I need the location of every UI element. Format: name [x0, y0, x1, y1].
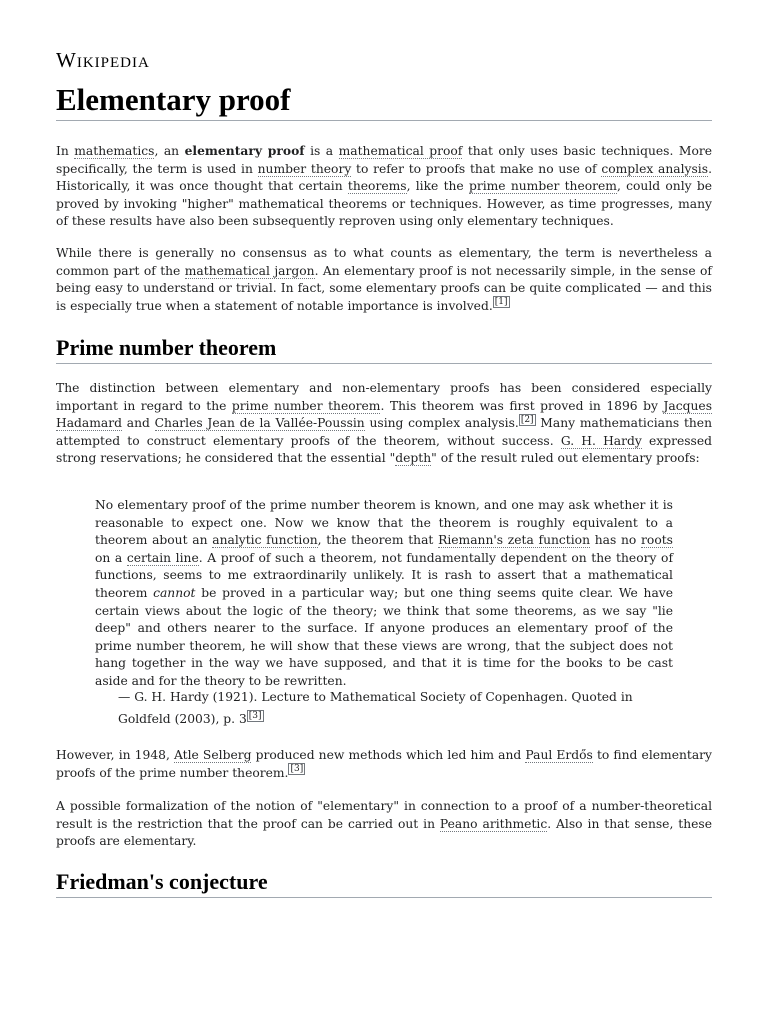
- link-gh-hardy[interactable]: G. H. Hardy: [560, 433, 642, 448]
- pnt-paragraph-3: A possible formalization of the notion of "elementary" in connection to a proof of a number-theoretical result is the restriction that the proof can be carried out in Peano arithmetic. Also in that sense, these proofs are elementary.: [56, 799, 713, 848]
- intro-paragraph-2: While there is generally no consensus as to what counts as elementary, the term is nevertheless a common part of the mathematical jargon. An elementary proof is not necessarily simple, in the sense of being easy to understand or trivial. In fact, some elementary proofs can be quite complicated — and this is especially true when a statement of notable importance is involved. [1]: [56, 246, 712, 313]
- link-certain-line[interactable]: certain line: [126, 550, 199, 565]
- intro-paragraph-1: In mathematics, an elementary proof is a mathematical proof that only uses basic techniques. More specifically, the term is used in number theory to refer to proofs that make no use of complex analysis. Historically, it was once thought that certain theorems, like the prime number theorem, could only be proved by invoking "higher" mathematical theorems or techniques. However, as time progresses, many of these results have also been subsequently reproven using only elementary techniques.: [56, 143, 713, 228]
- pnt-paragraph-2: However, in 1948, Atle Selberg produced new methods which led him and Paul Erdős to find elementary proofs of the prime number theorem. [3]: [56, 748, 712, 780]
- pnt-paragraph-1: The distinction between elementary and non-elementary proofs has been considered especially important in regard to the prime number theorem. This theorem was first proved in 1896 by Jacques Hadamard and Charles Jean de la Vallée-Poussin using complex analysis. [2] Many mathematicians then attempted to construct elementary proofs of the theorem, without success. G. H. Hardy expressed strong reservations; he considered that the essential "depth" of the result ruled out elementary proofs:: [56, 381, 713, 465]
- reference-3b[interactable]: [3]: [290, 764, 304, 775]
- reference-3[interactable]: [3]: [248, 710, 262, 721]
- link-roots[interactable]: roots: [641, 533, 673, 548]
- link-analytic-function[interactable]: analytic function: [212, 533, 318, 548]
- link-riemann-zeta-function[interactable]: Riemann's zeta function: [438, 533, 590, 548]
- link-prime-number-theorem-2[interactable]: prime number theorem: [231, 398, 381, 413]
- bold-term: elementary proof: [184, 143, 305, 158]
- wikipedia-wordmark[interactable]: Wikipedia: [56, 48, 150, 72]
- link-prime-number-theorem[interactable]: prime number theorem: [468, 179, 617, 193]
- link-theorems[interactable]: theorems: [347, 179, 407, 193]
- italic-cannot: cannot: [153, 585, 196, 600]
- link-jacques-hadamard[interactable]: Jacques Hadamard: [56, 398, 713, 430]
- heading-friedmans-conjecture: Friedman's conjecture: [56, 869, 712, 898]
- heading-prime-number-theorem: Prime number theorem: [56, 335, 712, 364]
- link-paul-erdos[interactable]: Paul Erdős: [525, 748, 593, 762]
- reference-1[interactable]: [1]: [494, 297, 508, 308]
- hardy-quote: No elementary proof of the prime number theorem is known, and one may ask whether it is reasonable to expect one. Now we know that the theorem is roughly equivalent to a theorem about an analytic function, the theorem that Riemann's zeta function has no roots on a certain line. A proof of such a theorem, not fundamentally dependent on the theory of functions, seems to me extraordinarily unlikely. It is rash to assert that a mathematical theorem cannot be proved in a particular way; but one thing seems quite clear. We have certain views about the logic of the theory; we think that some theorems, as we say "lie deep" and others nearer to the surface. If anyone produces an elementary proof of the prime number theorem, he will show that these views are wrong, that the subject does not hang together in the way we have supposed, and that it is time for the books to be cast aside and for the theory to be rewritten.: [95, 498, 673, 688]
- link-mathematical-proof[interactable]: mathematical proof: [338, 144, 463, 158]
- link-mathematics[interactable]: mathematics: [74, 144, 155, 158]
- link-complex-analysis[interactable]: complex analysis: [601, 161, 709, 176]
- link-mathematical-jargon[interactable]: mathematical jargon: [184, 263, 315, 278]
- link-depth[interactable]: depth: [395, 451, 432, 465]
- link-vallee-poussin[interactable]: Charles Jean de la Vallée-Poussin: [154, 416, 365, 430]
- link-number-theory[interactable]: number theory: [257, 161, 352, 176]
- reference-2[interactable]: [2]: [520, 414, 534, 425]
- link-atle-selberg[interactable]: Atle Selberg: [174, 748, 252, 762]
- page-title: Elementary proof: [56, 82, 712, 121]
- quote-citation: — G. H. Hardy (1921). Lecture to Mathematical Society of Copenhagen. Quoted in Goldfeld (2003), p. 3 [3]: [118, 690, 633, 726]
- link-peano-arithmetic[interactable]: Peano arithmetic: [439, 816, 548, 831]
